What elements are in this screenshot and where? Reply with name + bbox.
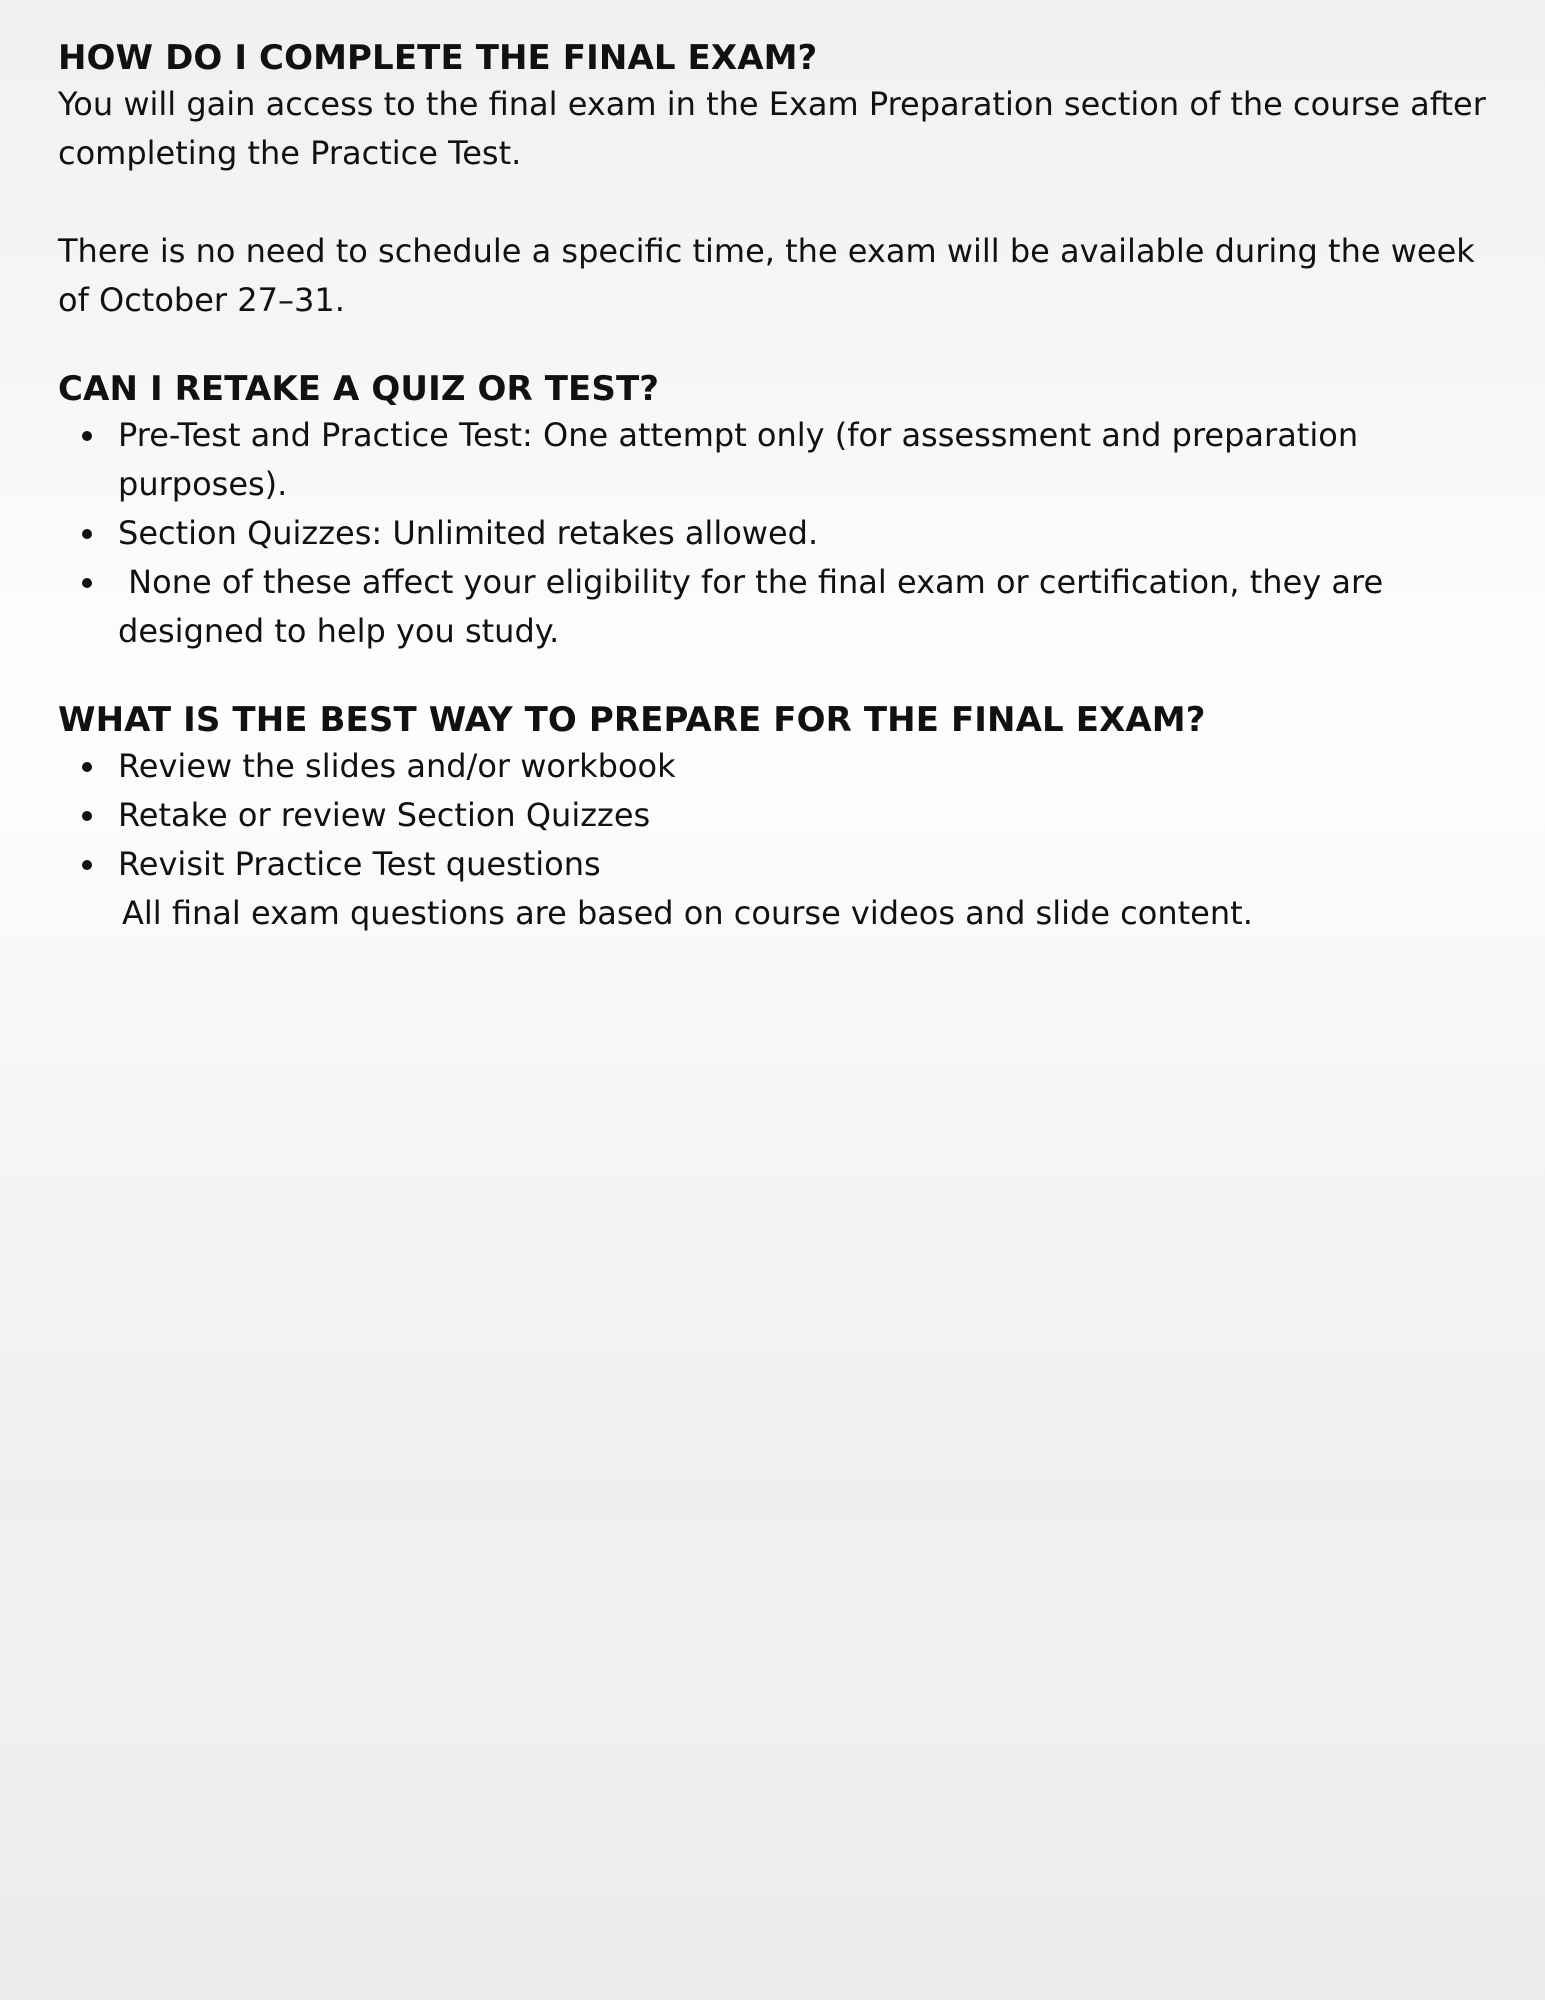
- list-item: [58, 411, 1487, 509]
- section-prepare-final-exam: [58, 698, 1487, 938]
- paragraph: You will gain access to the final exam in the Exam Preparation section of the course after completing the Practice Test.: [58, 85, 1486, 172]
- list-item: [58, 742, 1487, 791]
- section-heading: HOW DO I COMPLETE THE FINAL EXAM?: [58, 38, 818, 78]
- list-item-text: Pre-Test and Practice Test: One attempt only (for assessment and preparation purposes).: [118, 416, 1359, 503]
- list-item-text: None of these affect your eligibility for the final exam or certification, they are designed to help you study.: [118, 563, 1394, 650]
- section-retake-quiz: [58, 367, 1487, 656]
- bullet-icon: [82, 431, 92, 441]
- list-item-text: Review the slides and/or workbook: [118, 747, 676, 785]
- list-item-text: Revisit Practice Test questions: [118, 845, 601, 883]
- bullet-icon: [82, 762, 92, 772]
- exam-note: All final exam questions are based on course videos and slide content.: [122, 894, 1253, 932]
- bullet-icon: [82, 578, 92, 588]
- list-item: [58, 558, 1487, 656]
- paragraph: There is no need to schedule a specific time, the exam will be available during the week of October 27–31.: [58, 232, 1475, 319]
- bullet-icon: [82, 860, 92, 870]
- bullet-icon: [82, 811, 92, 821]
- section-heading: WHAT IS THE BEST WAY TO PREPARE FOR THE FINAL EXAM?: [58, 700, 1206, 740]
- section-complete-final-exam: [58, 36, 1487, 325]
- list-item: [58, 509, 1487, 558]
- list-item-text: Section Quizzes: Unlimited retakes allowed.: [118, 514, 819, 552]
- bullet-icon: [82, 529, 92, 539]
- list-item: [58, 791, 1487, 840]
- list-item-text: Retake or review Section Quizzes: [118, 796, 651, 834]
- bullet-list: [58, 742, 1487, 889]
- list-item: [58, 840, 1487, 889]
- bullet-list: [58, 411, 1487, 656]
- section-heading: CAN I RETAKE A QUIZ OR TEST?: [58, 369, 660, 409]
